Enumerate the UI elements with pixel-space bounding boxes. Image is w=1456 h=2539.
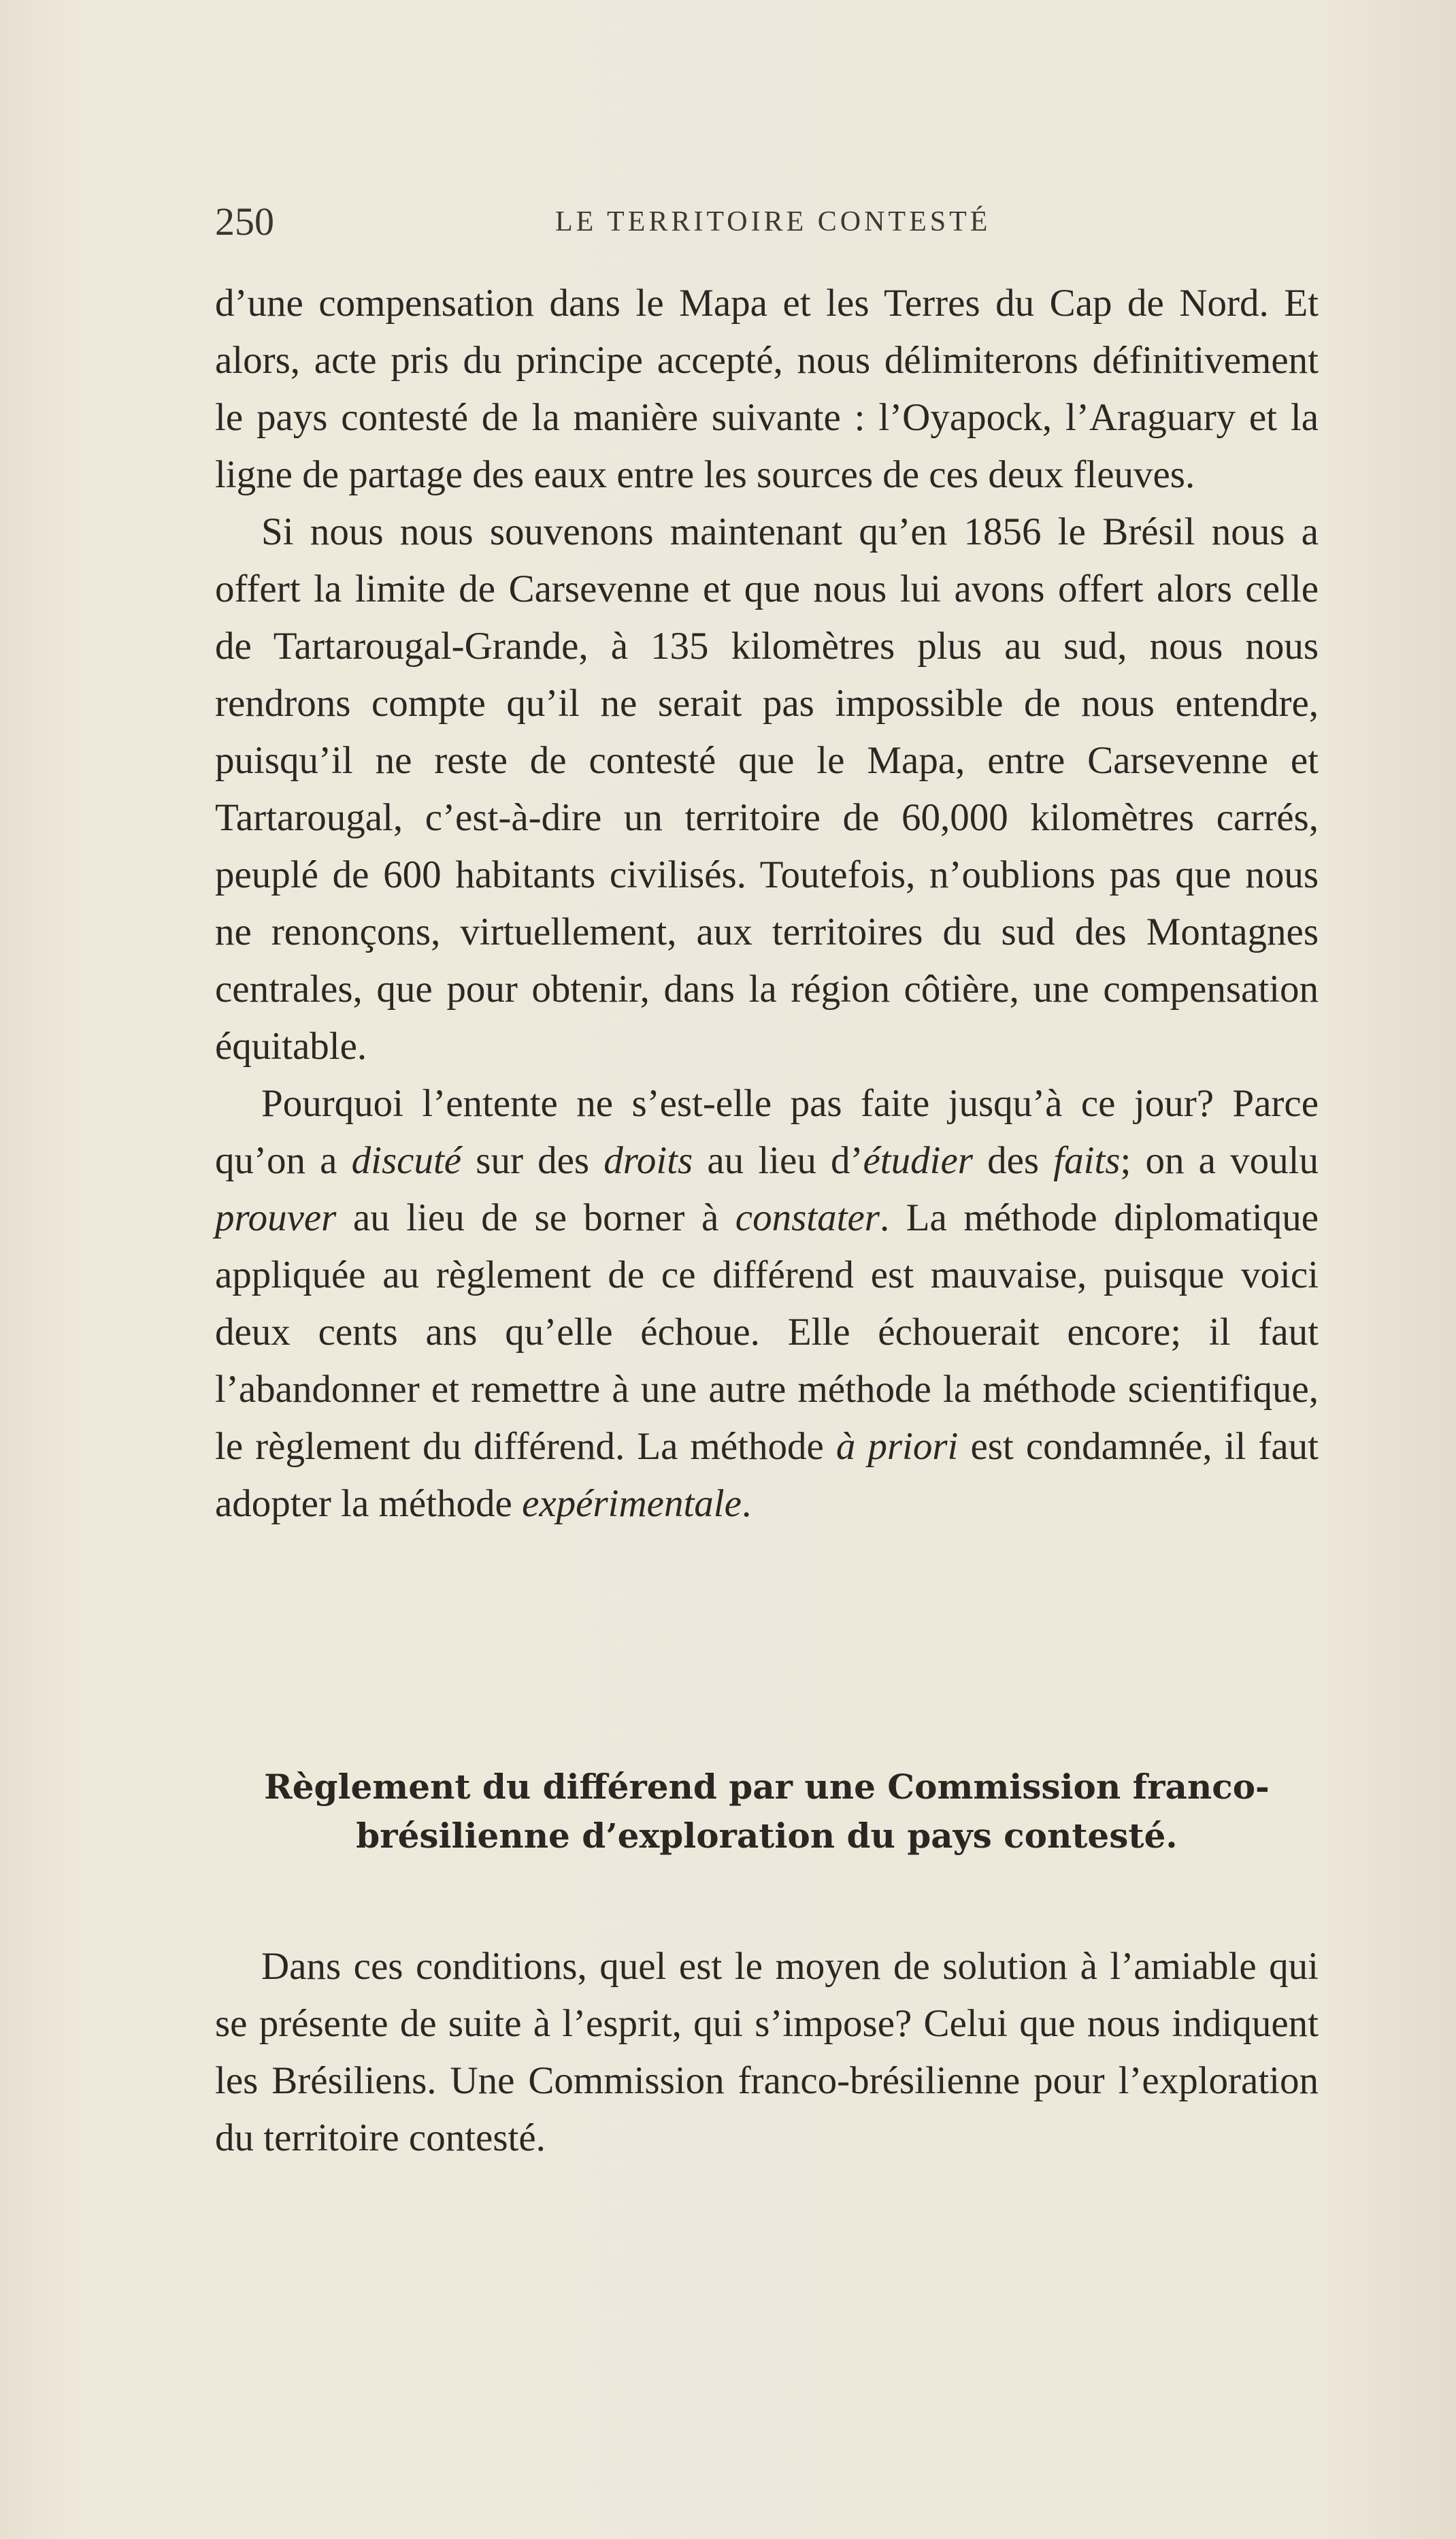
paragraph-3-text: des xyxy=(972,1139,1054,1182)
italic-word: faits xyxy=(1053,1139,1121,1182)
section-heading xyxy=(215,1763,1319,1861)
section-heading-line-2: brésilienne d’exploration du pays contesté. xyxy=(356,1816,1178,1856)
italic-word: discuté xyxy=(351,1139,462,1182)
italic-word: à priori xyxy=(835,1425,959,1468)
paragraph-4: Dans ces conditions, quel est le moyen de solution à l’amiable qui se présente de suite à l’esprit, qui s’impose? Celui que nous indiquent les Brésiliens. Une Commission franco-brésilienne pour l’exploration du territoire contesté. xyxy=(215,1945,1319,2159)
page-header xyxy=(215,199,1319,244)
section-heading-line-1: Règlement du différend par une Commission franco- xyxy=(264,1767,1270,1807)
paragraph-3-text: Pourquoi l’entente ne s’est-elle pas faite jusqu’à ce jour? Parce qu’on a xyxy=(215,1082,1319,1182)
paragraph-3-text: . xyxy=(741,1482,752,1525)
paragraph-3-text: au lieu d’ xyxy=(693,1139,863,1182)
italic-word: étudier xyxy=(863,1139,973,1182)
paragraph-3-text: au lieu de se borner à xyxy=(336,1196,735,1239)
italic-word: constater xyxy=(735,1196,880,1239)
italic-word: expérimentale xyxy=(522,1482,742,1525)
paragraph-3-text: ; on a voulu xyxy=(1120,1139,1319,1182)
paragraph-2: Si nous nous souvenons maintenant qu’en 1856 le Brésil nous a offert la limite de Carsevenne et que nous lui avons offert alors celle de Tartarougal-Grande, à 135 kilomètres plus au sud, nous nous rendrons compte qu’il ne serait pas impossible de nous entendre, puisqu’il ne reste de contesté que le Mapa, entre Carsevenne et Tartarougal, c’est-à-dire un territoire de 60,000 kilomètres carrés, peuplé de 600 habitants civilisés. Toutefois, n’oublions pas que nous ne renonçons, virtuellement, aux territoires du sud des Montagnes centrales, que pour obtenir, dans la région côtière, une compensation équitable. xyxy=(215,510,1319,1068)
body-text-lower xyxy=(215,1938,1319,2167)
page-number: 250 xyxy=(215,199,274,244)
paragraph-3 xyxy=(215,1075,1319,1533)
paragraph-3-text: sur des xyxy=(461,1139,604,1182)
running-head: LE TERRITOIRE CONTESTÉ xyxy=(555,206,991,237)
paragraph-1: d’une compensation dans le Mapa et les Terres du Cap de Nord. Et alors, acte pris du principe accepté, nous délimiterons définitivement le pays contesté de la manière suivante : l’Oyapock, l’Araguary et la ligne de partage des eaux entre les sources de ces deux fleuves. xyxy=(215,282,1319,496)
paragraph-3-text: . La méthode diplomatique appliquée au règlement de ce différend est mauvaise, puisque voici deux cents ans qu’elle échoue. Elle échouerait encore; il faut l’abandonner et remettre à une autre méthode la méthode scientifique, le règlement du différend. La méthode xyxy=(215,1196,1319,1468)
italic-word: prouver xyxy=(215,1196,337,1239)
paragraph-3-text: est condamnée, il faut adopter la méthode xyxy=(215,1425,1319,1525)
body-text-upper xyxy=(215,275,1319,1533)
italic-word: droits xyxy=(603,1139,693,1182)
